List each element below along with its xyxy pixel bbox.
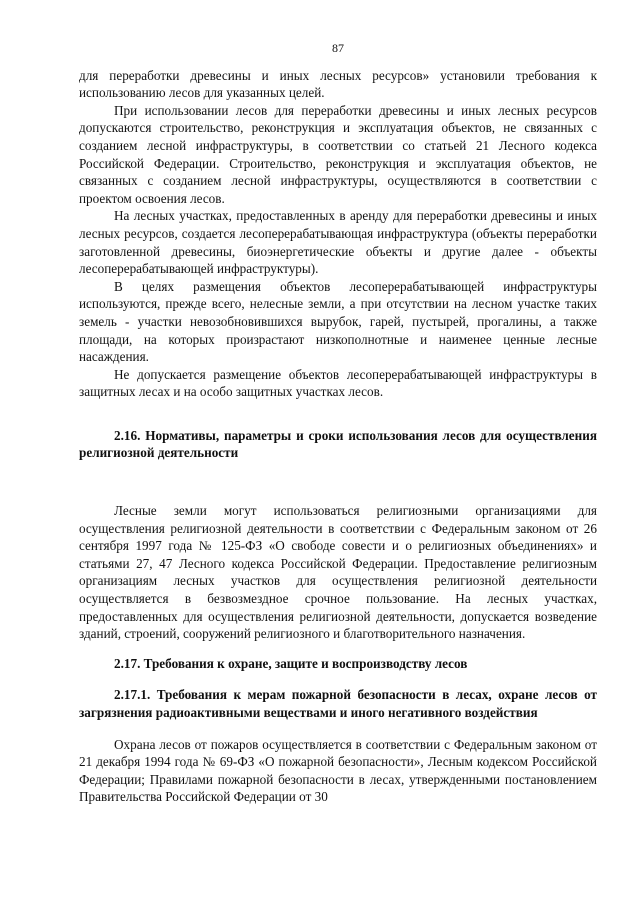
section-heading-2-17: 2.17. Требования к охране, защите и воспроизводству лесов [114, 655, 468, 671]
paragraph: На лесных участках, предоставленных в аренду для переработки древесины и иных лесных ресурсов, создается лесоперерабатывающая инфраструктура (объекты переработки заготовленной древесины, биоэнергетические объекты и другие далее - объекты лесоперерабатывающей инфраструктуры). [79, 208, 597, 277]
paragraph: Не допускается размещение объектов лесоперерабатывающей инфраструктуры в защитных лесах и на особо защитных участках лесов. [79, 366, 597, 400]
paragraph: При использовании лесов для переработки древесины и иных лесных ресурсов допускаются строительство, реконструкция и эксплуатация объектов, не связанных с созданием лесной инфраструктуры, в соответствии со статьей 21 Лесного кодекса Российской Федерации. Строительство, реконструкция и эксплуатация объектов, не связанных с созданием лесной инфраструктуры, осуществляются в соответствии с проектом освоения лесов. [79, 102, 597, 206]
paragraph: Охрана лесов от пожаров осуществляется в соответствии с Федеральным законом от 21 декабря 1994 года № 69-ФЗ «О пожарной безопасности», Лесным кодексом Российской Федерации; Правилами пожарной безопасности в лесах, утвержденными постановлением Правительства Российской Федерации от 30 [79, 736, 597, 805]
document-page [79, 40, 597, 806]
page-number: 87 [332, 41, 344, 55]
section-heading-2-16: 2.16. Нормативы, параметры и сроки использования лесов для осуществления религиозной деятельности [79, 427, 597, 461]
paragraph: В целях размещения объектов лесоперерабатывающей инфраструктуры используются, прежде всего, нелесные земли, а при отсутствии на лесном участке таких земель - участки невозобновившихся вырубок, гарей, пустырей, прогалины, а также площади, на которых произрастают низкополнотные и наименее ценные лесные насаждения. [79, 278, 597, 365]
subsection-heading-2-17-1: 2.17.1. Требования к мерам пожарной безопасности в лесах, охране лесов от загрязнения радиоактивными веществами и иного негативного воздействия [79, 687, 597, 720]
paragraph: Лесные земли могут использоваться религиозными организациями для осуществления религиозной деятельности в соответствии с Федеральным законом от 26 сентября 1997 года № 125-ФЗ «О свободе совести и о религиозных объединениях» и статьями 27, 47 Лесного кодекса Российской Федерации. Предоставление религиозным организациям лесных участков для осуществления религиозной деятельности осуществляется в безвозмездное срочное пользование. На лесных участках, предоставленных для осуществления религиозной деятельности, допускается возведение зданий, строений, сооружений религиозного и благотворительного назначения. [79, 503, 597, 642]
paragraph: для переработки древесины и иных лесных ресурсов» установили требования к использованию лесов для указанных целей. [79, 67, 597, 101]
